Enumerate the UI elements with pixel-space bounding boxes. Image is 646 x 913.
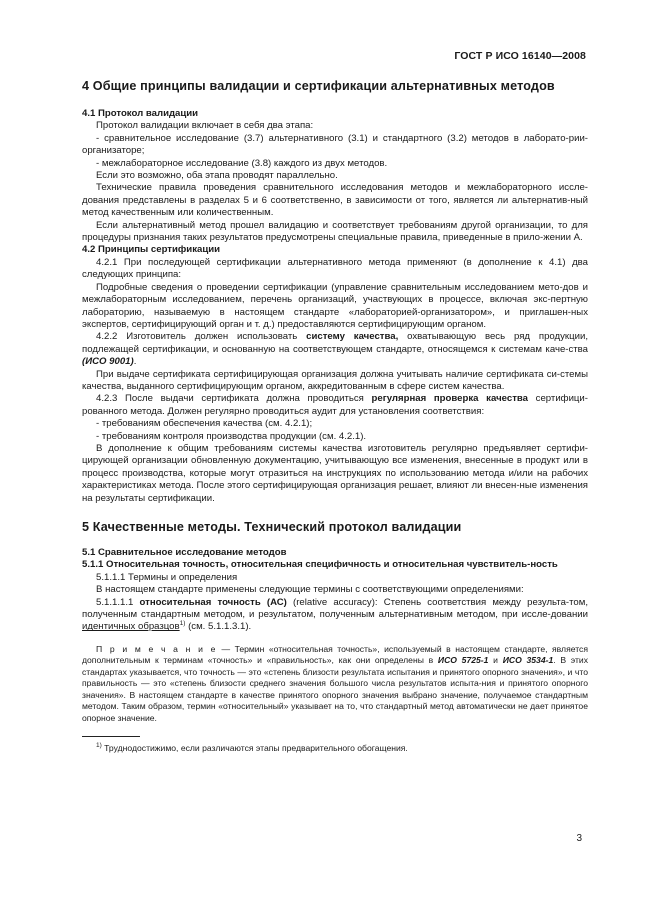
emphasis-quality-system: систему качества, <box>306 331 399 343</box>
paragraph: Протокол валидации включает в себя два этапа: <box>96 120 314 132</box>
paragraph: Технические правила проведения сравнительного исследования методов и межлабораторного иссле-дования представлены в разделах 5 и 6 соответственно, в зависимости от того, является ли альтернатив-ный метод качественным или количественным. <box>82 182 588 219</box>
footnote-text: Труднодостижимо, если различаются этапы предварительного обогащения. <box>101 743 408 754</box>
page-number: 3 <box>576 833 582 844</box>
text-run: охватывающую весь ряд продукции, подлежащей сертификации, и основанную на соответствующем стандарте, относящемся к системам каче-ства <box>82 331 589 355</box>
paragraph: - требованиям контроля производства продукции (см. 4.2.1). <box>96 430 367 442</box>
text-run: . В этих стандартах указывается, что точность — это «степень близости результата испытания и принятого опорного значения», и что правильность — это «степень близости среднего значения большого числа результатов испыта-ния и принятого опорного значения». В настоящем стандарте в качестве принятого опорного значения выбрано значение, получаемое стандартным методом. Таким образом, термин «относительный» указывает на то, что стандартный метод автоматически не дает принятое опорное значение. <box>82 655 589 723</box>
text-run: (см. 5.1.1.3.1). <box>185 621 252 633</box>
reference-iso-5725-1: ИСО 5725-1 <box>437 655 489 666</box>
underlined-term: идентичных образцов <box>82 621 180 633</box>
page-body <box>82 78 588 755</box>
paragraph: В настоящем стандарте применены следующие термины с соответствующими определениями: <box>96 584 524 596</box>
paragraph: Подробные сведения о проведении сертификации (управление сравнительным исследованием мето-дов и межлабораторным исследованием, перечень организаций, участвующих в процессе, включая экс-пертную лабораторию, называемую в настоящем стандарте «лабораторией-организатором», и приглашен-ных экспертов, сертифицирующий орган и т. д.) предоставляются сертифицирующим органом. <box>82 281 588 330</box>
paragraph <box>82 597 588 634</box>
footnote-mark: 1) <box>179 620 186 628</box>
paragraph: 5.1.1.1 Термины и определения <box>96 571 238 583</box>
subsection-4-1-heading: 4.1 Протокол валидации <box>82 108 199 119</box>
section-4-title: 4 Общие принципы валидации и сертификации альтернативных методов <box>82 79 555 93</box>
reference-iso-9001: (ИСО 9001) <box>82 356 134 368</box>
subsection-5-1-1-heading: 5.1.1 Относительная точность, относительная специфичность и относительная чувствитель-ность <box>82 559 558 571</box>
paragraph: При выдаче сертификата сертифицирующая организация должна учитывать наличие сертификата си-стемы качества, выданного сертифицирующим органом, аккредитованным в сфере систем качества. <box>82 368 588 392</box>
paragraph <box>82 393 588 418</box>
emphasis-quality-check: регулярная проверка качества <box>371 393 528 405</box>
paragraph: В дополнение к общим требованиям системы качества изготовитель регулярно предъявляет сертифи-цирующей организации обновленную документацию, учитывающую все изменения, внесенные в продукт или в процесс производства, которые могут отразиться на инструкциях по использованию метода и/или на рабочих характеристиках метода. После этого сертифицирующая организация решает, влияют ли внесен-ные изменения на результаты сертификации. <box>82 442 588 504</box>
note-paragraph <box>82 644 588 725</box>
paragraph: - требованиям обеспечения качества (см. 4.2.1); <box>96 418 313 430</box>
paragraph: 4.2.1 При последующей сертификации альтернативного метода применяют (в дополнение к 4.1) два следующих принципа: <box>82 256 588 281</box>
text-run: сертифици-рованного метода. Должен регулярно проводиться аудит для установления соответствия: <box>82 393 588 417</box>
footnote <box>82 743 588 755</box>
paragraph: - межлабораторное исследование (3.8) каждого из двух методов. <box>96 157 388 169</box>
term-relative-accuracy: относительная точность (АС) <box>139 596 287 608</box>
text-run: 4.2.2 Изготовитель должен использовать <box>96 331 307 343</box>
paragraph: - сравнительное исследование (3.7) альтернативного (3.1) и стандартного (3.2) методов в лаборато-рии-организаторе; <box>82 132 588 157</box>
paragraph <box>82 331 588 368</box>
footnote-divider <box>82 736 140 737</box>
text-run: . <box>133 356 137 368</box>
text-run: (relative accuracy): Степень соответствия между результа-том, полученным стандартным методом, и результатом, полученным альтернативным методом, при иссле-довании <box>82 596 588 621</box>
text-run: и <box>488 655 503 666</box>
subsection-5-1-heading: 5.1 Сравнительное исследование методов <box>82 547 287 558</box>
text-run: — Термин «относительная точность», используемый в настоящем стандарте, является дополнительным к терминам «точность» и «правильность», как они определены в <box>82 643 589 666</box>
subsection-4-2-heading: 4.2 Принципы сертификации <box>82 244 221 256</box>
footnote-mark: 1) <box>96 742 102 750</box>
text-run: 4.2.3 После выдачи сертификата должна проводиться <box>96 393 372 405</box>
section-5-title: 5 Качественные методы. Технический протокол валидации <box>82 520 462 534</box>
paragraph: Если это возможно, оба этапа проводят параллельно. <box>96 170 338 182</box>
paragraph: Если альтернативный метод прошел валидацию и соответствует требованиям другой организации, то для процедуры признания таких результатов предусмотрены специальные правила, приведенные в прило-жении А. <box>82 219 588 244</box>
note-label: П р и м е ч а н и е <box>96 643 217 654</box>
text-run: 5.1.1.1.1 <box>96 596 140 608</box>
document-code: ГОСТ Р ИСО 16140—2008 <box>454 50 586 62</box>
reference-iso-3534-1: ИСО 3534-1 <box>502 655 554 666</box>
